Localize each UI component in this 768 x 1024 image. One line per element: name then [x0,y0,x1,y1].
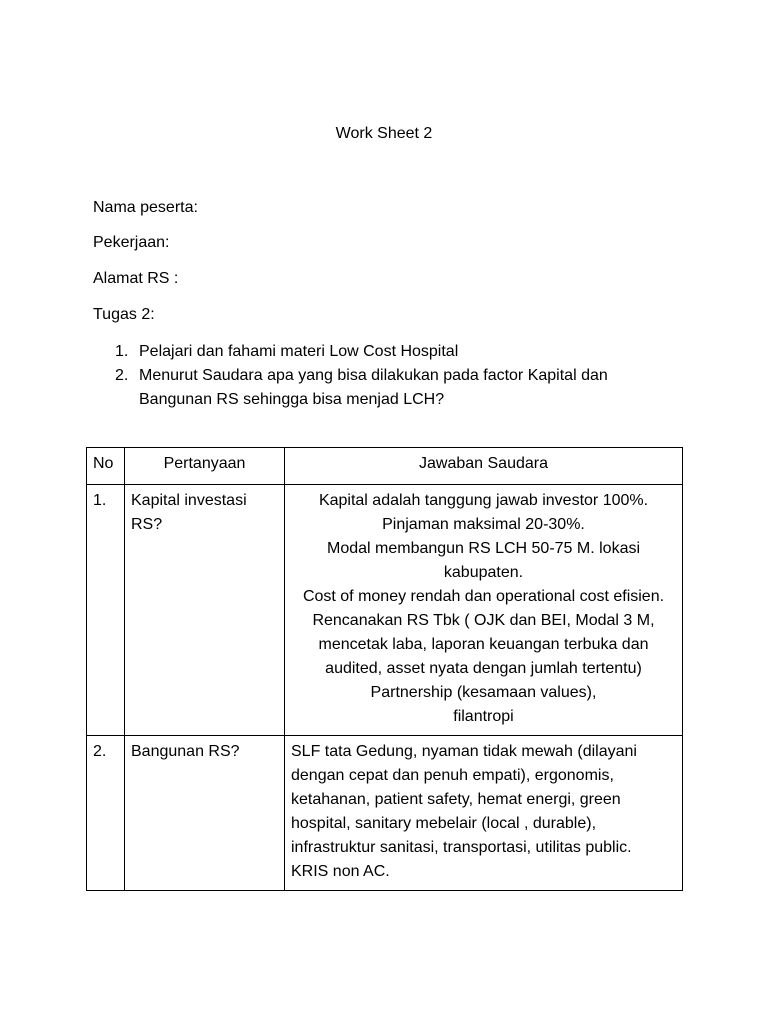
answer-line: Modal membangun RS LCH 50-75 M. lokasi [326,540,641,557]
answer-line: ketahanan, patient safety, hemat energi, green [291,791,621,808]
answer-line: Kapital adalah tanggung jawab investor 100%. [318,492,649,509]
answer-line: Pinjaman maksimal 20-30%. [382,516,585,533]
answer-line: mencetak laba, laporan keuangan terbuka dan [318,636,649,653]
task-item [93,340,653,364]
table-row [87,485,683,736]
question-line: Bangunan RS? [131,743,240,760]
task-line: Bangunan RS sehingga bisa menjad LCH? [139,391,445,408]
worksheet-table [86,447,683,891]
row-answer [285,736,683,891]
answer-line: infrastruktur sanitasi, transportasi, utilitas public. [291,839,632,856]
page-title: Work Sheet 2 [335,125,433,142]
row-number: 1. [87,485,125,736]
field-tugas: Tugas 2: [93,306,155,323]
answer-line: filantropi [453,708,514,725]
answer-line: Rencanakan RS Tbk ( OJK dan BEI, Modal 3 M, [312,612,655,629]
header-no: No [87,448,125,485]
row-number: 2. [87,736,125,891]
answer-line: Partnership (kesamaan values), [370,684,597,701]
question-line: RS? [131,516,163,533]
question-line: Kapital investasi [131,492,247,509]
task-list [93,340,653,412]
row-answer [285,485,683,736]
header-pertanyaan: Pertanyaan [125,448,285,485]
table-row [87,736,683,891]
table-header-row [87,448,683,485]
field-nama-peserta: Nama peserta: [93,199,198,216]
field-pekerjaan: Pekerjaan: [93,234,170,251]
task-line: Pelajari dan fahami materi Low Cost Hospital [139,343,459,360]
answer-line: dengan cepat dan penuh empati), ergonomis, [291,767,614,784]
field-alamat-rs: Alamat RS : [93,270,179,287]
task-number: 2. [115,367,129,384]
answer-line: kabupaten. [443,564,524,581]
answer-line: Cost of money rendah dan operational cost efisien. [302,588,665,605]
answer-line: hospital, sanitary mebelair (local , durable), [291,815,597,832]
task-item [93,364,653,412]
row-question [125,736,285,891]
answer-line: KRIS non AC. [291,863,390,880]
answer-line: audited, asset nyata dengan jumlah tertentu) [325,660,642,677]
task-number: 1. [115,343,129,360]
row-question [125,485,285,736]
task-line: Menurut Saudara apa yang bisa dilakukan pada factor Kapital dan [139,367,608,384]
header-jawaban: Jawaban Saudara [285,448,683,485]
answer-line: SLF tata Gedung, nyaman tidak mewah (dilayani [291,743,637,760]
